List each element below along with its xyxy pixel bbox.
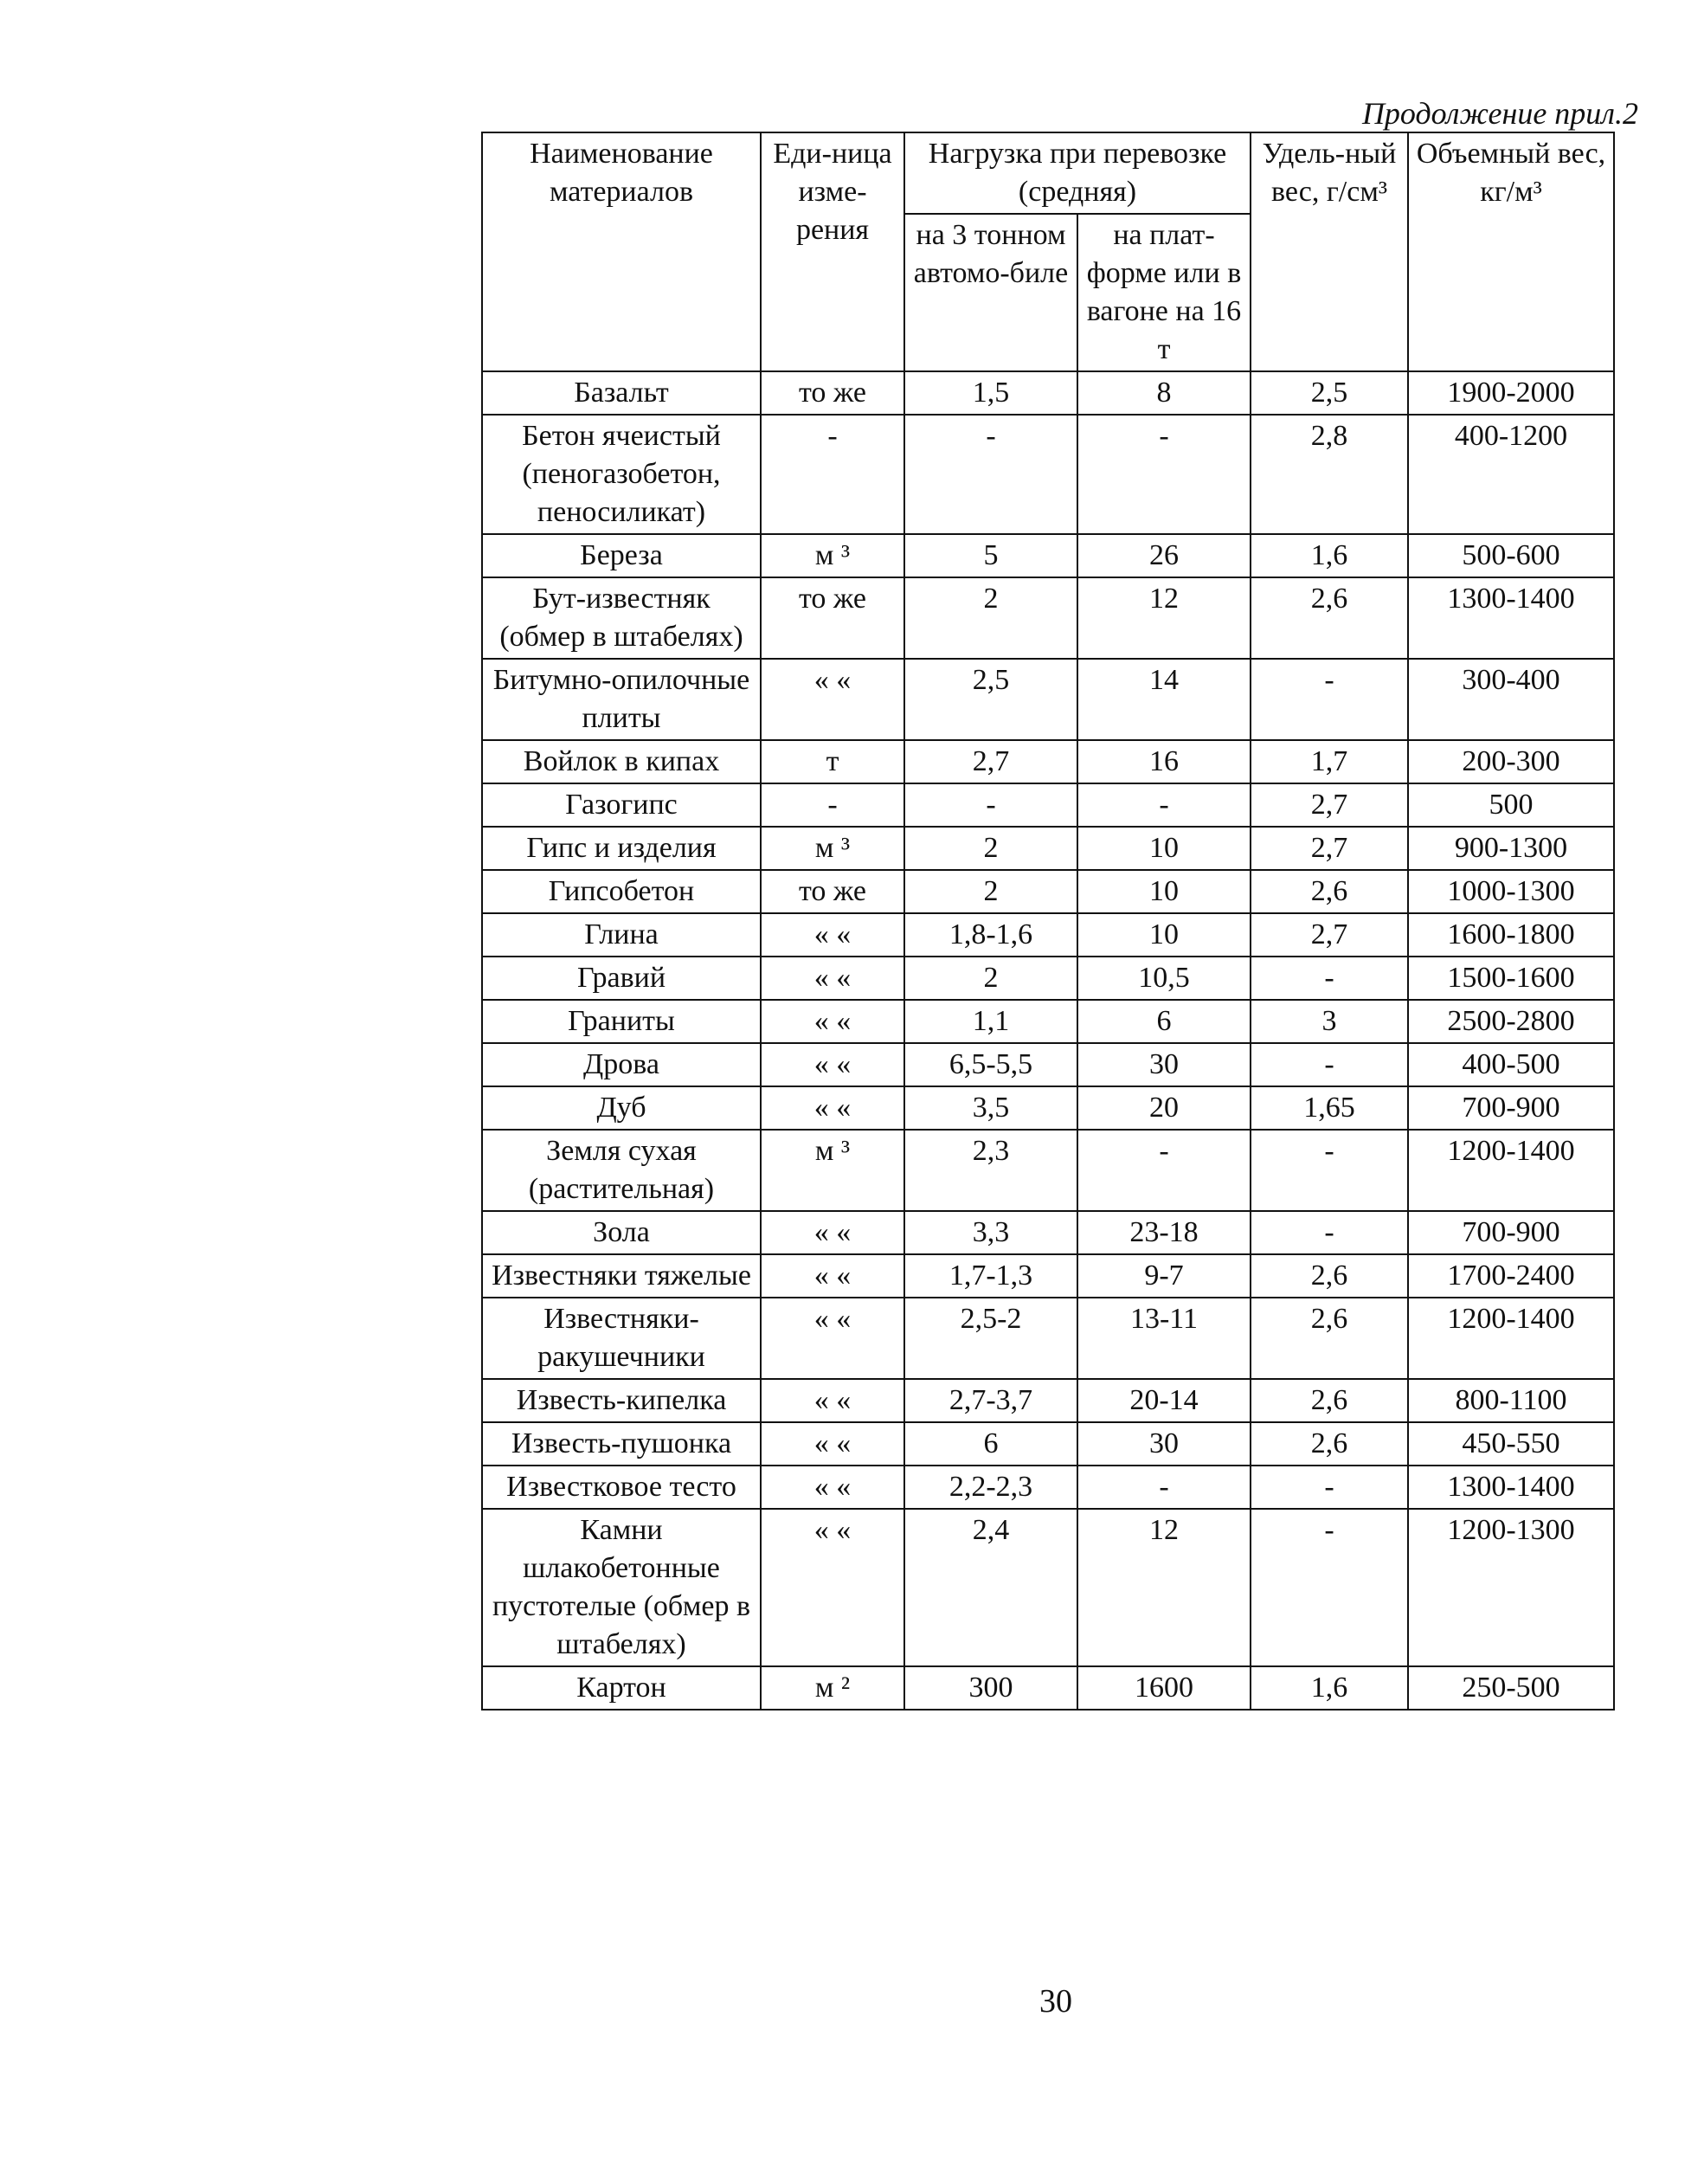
truck-load-cell: 2,5-2 [904,1298,1077,1379]
unit-cell: « « [761,1000,904,1043]
appendix-caption: Продолжение прил.2 [1361,96,1638,131]
truck-load-cell: 2 [904,827,1077,870]
specific-weight-cell: - [1251,659,1408,740]
table-header [482,132,1614,371]
volume-weight-cell: 700-900 [1408,1211,1614,1254]
unit-cell: т [761,740,904,783]
truck-load-cell: 1,1 [904,1000,1077,1043]
table-row [482,1509,1614,1666]
specific-weight-cell: - [1251,1509,1408,1666]
material-name-cell: Войлок в кипах [482,740,761,783]
truck-load-cell: 3,3 [904,1211,1077,1254]
truck-load-cell: 1,7-1,3 [904,1254,1077,1298]
header-volume-weight: Объемный вес, кг/м³ [1408,132,1614,371]
truck-load-cell: 5 [904,534,1077,577]
platform-load-cell: 8 [1077,371,1251,415]
specific-weight-cell: 2,7 [1251,827,1408,870]
volume-weight-cell: 500-600 [1408,534,1614,577]
specific-weight-cell: - [1251,1211,1408,1254]
unit-cell: м ³ [761,534,904,577]
material-name-cell: Битумно-опилочные плиты [482,659,761,740]
platform-load-cell: 30 [1077,1422,1251,1466]
table-row [482,1211,1614,1254]
material-name-cell: Глина [482,913,761,957]
table-row [482,1000,1614,1043]
unit-cell: « « [761,1466,904,1509]
volume-weight-cell: 900-1300 [1408,827,1614,870]
truck-load-cell: 2,7 [904,740,1077,783]
truck-load-cell: 2,3 [904,1130,1077,1211]
unit-cell: « « [761,1254,904,1298]
volume-weight-cell: 2500-2800 [1408,1000,1614,1043]
volume-weight-cell: 200-300 [1408,740,1614,783]
material-name-cell: Гравий [482,957,761,1000]
specific-weight-cell: 2,7 [1251,783,1408,827]
platform-load-cell: - [1077,1130,1251,1211]
unit-cell: « « [761,1422,904,1466]
material-name-cell: Бетон ячеистый (пеногазобетон, пеносиликат) [482,415,761,534]
platform-load-cell: - [1077,415,1251,534]
specific-weight-cell: 1,6 [1251,534,1408,577]
volume-weight-cell: 1900-2000 [1408,371,1614,415]
volume-weight-cell: 1300-1400 [1408,1466,1614,1509]
material-name-cell: Камни шлакобетонные пустотелые (обмер в штабелях) [482,1509,761,1666]
header-truck-load: на 3 тонном автомо-биле [904,214,1077,371]
unit-cell: м ³ [761,1130,904,1211]
volume-weight-cell: 400-500 [1408,1043,1614,1086]
table-row [482,577,1614,659]
table-row [482,783,1614,827]
unit-cell: то же [761,870,904,913]
unit-cell: « « [761,659,904,740]
volume-weight-cell: 1000-1300 [1408,870,1614,913]
specific-weight-cell: 2,7 [1251,913,1408,957]
truck-load-cell: 2 [904,957,1077,1000]
truck-load-cell: 3,5 [904,1086,1077,1130]
platform-load-cell: - [1077,783,1251,827]
platform-load-cell: 10 [1077,827,1251,870]
material-name-cell: Береза [482,534,761,577]
table-row [482,957,1614,1000]
specific-weight-cell: - [1251,1043,1408,1086]
specific-weight-cell: 2,6 [1251,870,1408,913]
table-body [482,371,1614,1710]
unit-cell: м ² [761,1666,904,1710]
page-number: 30 [1039,1983,1072,2020]
table-row [482,534,1614,577]
material-name-cell: Картон [482,1666,761,1710]
volume-weight-cell: 300-400 [1408,659,1614,740]
volume-weight-cell: 1700-2400 [1408,1254,1614,1298]
truck-load-cell: 2 [904,577,1077,659]
truck-load-cell: - [904,783,1077,827]
volume-weight-cell: 1200-1400 [1408,1298,1614,1379]
header-specific-weight: Удель-ный вес, г/см³ [1251,132,1408,371]
table-row [482,1298,1614,1379]
truck-load-cell: 1,8-1,6 [904,913,1077,957]
specific-weight-cell: 1,6 [1251,1666,1408,1710]
unit-cell: « « [761,1509,904,1666]
unit-cell: - [761,415,904,534]
unit-cell: - [761,783,904,827]
truck-load-cell: 6 [904,1422,1077,1466]
specific-weight-cell: 2,6 [1251,577,1408,659]
unit-cell: то же [761,371,904,415]
platform-load-cell: 13-11 [1077,1298,1251,1379]
volume-weight-cell: 450-550 [1408,1422,1614,1466]
truck-load-cell: 2,2-2,3 [904,1466,1077,1509]
header-material-name: Наименование материалов [482,132,761,371]
table-row [482,371,1614,415]
unit-cell: « « [761,1379,904,1422]
specific-weight-cell: 2,6 [1251,1254,1408,1298]
table-row [482,659,1614,740]
material-name-cell: Гипс и изделия [482,827,761,870]
volume-weight-cell: 700-900 [1408,1086,1614,1130]
unit-cell: « « [761,1211,904,1254]
table-row [482,415,1614,534]
volume-weight-cell: 1300-1400 [1408,577,1614,659]
volume-weight-cell: 250-500 [1408,1666,1614,1710]
materials-table [481,132,1615,1710]
specific-weight-cell: 2,8 [1251,415,1408,534]
platform-load-cell: 10,5 [1077,957,1251,1000]
platform-load-cell: 6 [1077,1000,1251,1043]
material-name-cell: Газогипс [482,783,761,827]
specific-weight-cell: 3 [1251,1000,1408,1043]
volume-weight-cell: 1600-1800 [1408,913,1614,957]
truck-load-cell: - [904,415,1077,534]
table-row [482,1043,1614,1086]
volume-weight-cell: 1500-1600 [1408,957,1614,1000]
specific-weight-cell: - [1251,957,1408,1000]
specific-weight-cell: - [1251,1466,1408,1509]
unit-cell: то же [761,577,904,659]
header-unit: Еди-ница изме-рения [761,132,904,371]
platform-load-cell: 10 [1077,913,1251,957]
material-name-cell: Дрова [482,1043,761,1086]
specific-weight-cell: 2,6 [1251,1298,1408,1379]
platform-load-cell: 16 [1077,740,1251,783]
material-name-cell: Базальт [482,371,761,415]
platform-load-cell: 9-7 [1077,1254,1251,1298]
material-name-cell: Земля сухая (растительная) [482,1130,761,1211]
specific-weight-cell: 2,5 [1251,371,1408,415]
unit-cell: « « [761,1043,904,1086]
platform-load-cell: 14 [1077,659,1251,740]
volume-weight-cell: 500 [1408,783,1614,827]
specific-weight-cell: 1,65 [1251,1086,1408,1130]
platform-load-cell: 12 [1077,1509,1251,1666]
material-name-cell: Известковое тесто [482,1466,761,1509]
header-transport-load: Нагрузка при перевозке (средняя) [904,132,1251,214]
platform-load-cell: 1600 [1077,1666,1251,1710]
table-row [482,827,1614,870]
specific-weight-cell: 1,7 [1251,740,1408,783]
platform-load-cell: 12 [1077,577,1251,659]
specific-weight-cell: 2,6 [1251,1422,1408,1466]
material-name-cell: Граниты [482,1000,761,1043]
truck-load-cell: 300 [904,1666,1077,1710]
truck-load-cell: 1,5 [904,371,1077,415]
truck-load-cell: 2,5 [904,659,1077,740]
table-row [482,1666,1614,1710]
truck-load-cell: 6,5-5,5 [904,1043,1077,1086]
platform-load-cell: 20-14 [1077,1379,1251,1422]
table-row [482,870,1614,913]
specific-weight-cell: - [1251,1130,1408,1211]
table-row [482,1130,1614,1211]
unit-cell: « « [761,1298,904,1379]
unit-cell: « « [761,913,904,957]
truck-load-cell: 2,4 [904,1509,1077,1666]
platform-load-cell: - [1077,1466,1251,1509]
truck-load-cell: 2,7-3,7 [904,1379,1077,1422]
volume-weight-cell: 1200-1300 [1408,1509,1614,1666]
material-name-cell: Известь-пушонка [482,1422,761,1466]
material-name-cell: Гипсобетон [482,870,761,913]
specific-weight-cell: 2,6 [1251,1379,1408,1422]
platform-load-cell: 23-18 [1077,1211,1251,1254]
table-row [482,1379,1614,1422]
table-row [482,1466,1614,1509]
material-name-cell: Известь-кипелка [482,1379,761,1422]
material-name-cell: Известняки тяжелые [482,1254,761,1298]
table-row [482,1086,1614,1130]
volume-weight-cell: 1200-1400 [1408,1130,1614,1211]
unit-cell: м ³ [761,827,904,870]
unit-cell: « « [761,1086,904,1130]
platform-load-cell: 10 [1077,870,1251,913]
truck-load-cell: 2 [904,870,1077,913]
platform-load-cell: 20 [1077,1086,1251,1130]
material-name-cell: Известняки-ракушечники [482,1298,761,1379]
header-platform-load: на плат-форме или в вагоне на 16 т [1077,214,1251,371]
platform-load-cell: 30 [1077,1043,1251,1086]
table-row [482,1422,1614,1466]
material-name-cell: Бут-известняк (обмер в штабелях) [482,577,761,659]
table-row [482,1254,1614,1298]
material-name-cell: Дуб [482,1086,761,1130]
volume-weight-cell: 400-1200 [1408,415,1614,534]
table-row [482,740,1614,783]
platform-load-cell: 26 [1077,534,1251,577]
volume-weight-cell: 800-1100 [1408,1379,1614,1422]
unit-cell: « « [761,957,904,1000]
material-name-cell: Зола [482,1211,761,1254]
table-row [482,913,1614,957]
